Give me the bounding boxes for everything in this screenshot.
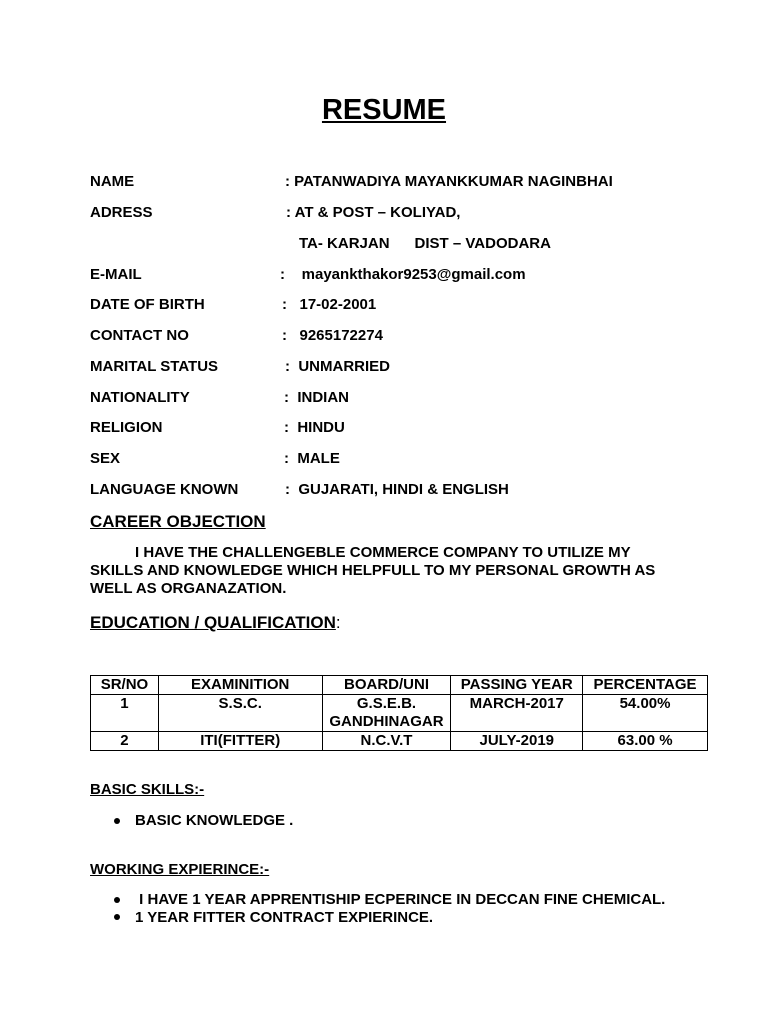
label-name: NAME: [90, 173, 135, 190]
header-examination: EXAMINITION: [158, 676, 322, 695]
value-address-line1: : AT & POST – KOLIYAD,: [286, 204, 461, 221]
value-contact: : 9265172274: [282, 327, 383, 344]
table-row: [91, 695, 708, 732]
value-marital-status: : UNMARRIED: [285, 358, 390, 375]
label-address: ADRESS: [90, 204, 153, 221]
value-sex: : MALE: [284, 450, 340, 467]
education-heading-wrap: [90, 613, 341, 633]
header-board: BOARD/UNI: [322, 676, 451, 695]
value-email: : mayankthakor9253@gmail.com: [280, 266, 526, 283]
career-text-content: I HAVE THE CHALLENGEBLE COMMERCE COMPANY TO UTILIZE MY SKILLS AND KNOWLEDGE WHICH HELPFULL TO MY PERSONAL GROWTH AS WELL AS ORGANAZATION.: [90, 544, 656, 597]
value-dob: : 17-02-2001: [282, 296, 377, 313]
label-religion: RELIGION: [90, 419, 163, 436]
work-item: 1 YEAR FITTER CONTRACT EXPIERINCE.: [135, 909, 434, 926]
education-heading-colon: :: [335, 613, 341, 632]
cell-percentage: 54.00%: [583, 695, 708, 732]
value-name: : PATANWADIYA MAYANKKUMAR NAGINBHAI: [285, 173, 613, 190]
cell-srno: 2: [91, 732, 159, 751]
skills-item: BASIC KNOWLEDGE .: [135, 812, 294, 829]
cell-examination: S.S.C.: [158, 695, 322, 732]
cell-examination: ITI(FITTER): [158, 732, 322, 751]
value-address-line2: TA- KARJAN DIST – VADODARA: [299, 235, 551, 252]
education-heading: EDUCATION / QUALIFICATION: [90, 613, 336, 632]
label-marital-status: MARITAL STATUS: [90, 358, 219, 375]
label-contact: CONTACT NO: [90, 327, 189, 344]
career-text: [90, 544, 680, 598]
work-heading: WORKING EXPIERINCE:-: [90, 861, 270, 878]
career-heading: CAREER OBJECTION: [90, 512, 266, 531]
skills-heading: BASIC SKILLS:-: [90, 781, 205, 798]
bullet-icon: [114, 914, 120, 920]
table-header-row: [91, 676, 708, 695]
work-item: I HAVE 1 YEAR APPRENTISHIP ECPERINCE IN DECCAN FINE CHEMICAL.: [135, 891, 666, 908]
resume-title: RESUME: [321, 94, 447, 126]
cell-percentage: 63.00 %: [583, 732, 708, 751]
value-language: : GUJARATI, HINDI & ENGLISH: [285, 481, 509, 498]
label-email: E-MAIL: [90, 266, 142, 283]
table-row: [91, 732, 708, 751]
header-percentage: PERCENTAGE: [583, 676, 708, 695]
cell-srno: 1: [91, 695, 159, 732]
header-srno: SR/NO: [91, 676, 159, 695]
label-dob: DATE OF BIRTH: [90, 296, 205, 313]
value-nationality: : INDIAN: [284, 389, 349, 406]
bullet-icon: [114, 818, 120, 824]
cell-passing-year: JULY-2019: [451, 732, 583, 751]
education-table: [90, 675, 708, 751]
cell-board: N.C.V.T: [322, 732, 451, 751]
label-language: LANGUAGE KNOWN: [90, 481, 239, 498]
cell-board: G.S.E.B. GANDHINAGAR: [322, 695, 451, 732]
value-religion: : HINDU: [284, 419, 345, 436]
bullet-icon: [114, 897, 120, 903]
header-passing-year: PASSING YEAR: [451, 676, 583, 695]
label-sex: SEX: [90, 450, 121, 467]
label-nationality: NATIONALITY: [90, 389, 190, 406]
cell-passing-year: MARCH-2017: [451, 695, 583, 732]
